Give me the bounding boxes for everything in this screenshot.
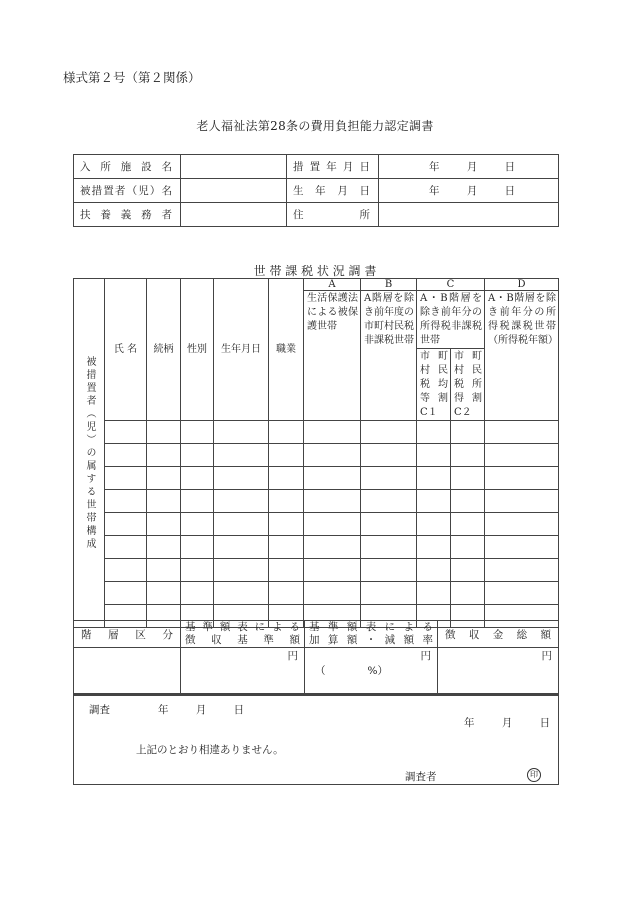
cell[interactable]: [269, 421, 304, 444]
cell[interactable]: [485, 444, 559, 467]
col-a-desc: 生活保護法による被保護世帯: [304, 291, 361, 421]
cell[interactable]: [105, 444, 147, 467]
cell[interactable]: [485, 536, 559, 559]
cell[interactable]: [417, 582, 451, 605]
base-amount-label: [181, 621, 305, 648]
cell[interactable]: [417, 421, 451, 444]
cell[interactable]: [269, 582, 304, 605]
col-sex: 性別: [181, 279, 214, 421]
cell[interactable]: [147, 490, 181, 513]
total-label: 徴収金総額: [438, 621, 559, 648]
document-title: 老人福祉法第28条の費用負担能力認定調書: [196, 119, 434, 133]
cell[interactable]: [214, 467, 269, 490]
col-relation: 続柄: [147, 279, 181, 421]
total-field[interactable]: 円: [438, 648, 559, 694]
cell[interactable]: [269, 513, 304, 536]
cell[interactable]: [147, 421, 181, 444]
cell[interactable]: [214, 421, 269, 444]
cell[interactable]: [181, 490, 214, 513]
col-c2-desc: 市町村民税所得割 C２: [451, 349, 485, 421]
cell[interactable]: [181, 582, 214, 605]
cell[interactable]: [485, 490, 559, 513]
supporter-label: 扶養義務者: [74, 203, 181, 227]
cell[interactable]: [451, 559, 485, 582]
add-rate-label: [305, 621, 438, 648]
survey-date[interactable]: 年 月 日: [158, 704, 245, 716]
cell[interactable]: [361, 536, 417, 559]
cell[interactable]: [417, 559, 451, 582]
cell[interactable]: [105, 421, 147, 444]
cell[interactable]: [451, 536, 485, 559]
cell[interactable]: [485, 421, 559, 444]
cell[interactable]: [181, 513, 214, 536]
cell[interactable]: [485, 467, 559, 490]
statement-text: 上記のとおり相違ありません。: [136, 744, 284, 756]
cell[interactable]: [451, 490, 485, 513]
birth-date-field[interactable]: 年 月 日: [379, 179, 559, 203]
cell[interactable]: [105, 536, 147, 559]
tier-label: 階層区分: [74, 621, 181, 648]
admit-facility-label: 入所施設名: [74, 155, 181, 179]
cell[interactable]: [417, 444, 451, 467]
percent-unit: （ %）: [315, 665, 388, 677]
cell[interactable]: [214, 559, 269, 582]
survey-title: 世 帯 課 税 状 況 調 書: [253, 264, 377, 278]
cell[interactable]: [105, 582, 147, 605]
cell[interactable]: [417, 467, 451, 490]
seal-icon: 印: [527, 768, 541, 782]
cell[interactable]: [269, 536, 304, 559]
add-rate-top: 基準額表による: [309, 621, 433, 633]
cell[interactable]: [361, 559, 417, 582]
cell[interactable]: [147, 536, 181, 559]
col-c-letter: C: [417, 279, 485, 291]
birth-date-label: 生年月日: [287, 179, 379, 203]
cell[interactable]: [147, 467, 181, 490]
cell[interactable]: [181, 421, 214, 444]
cell[interactable]: [304, 559, 361, 582]
measure-date-label: 措置年月日: [287, 155, 379, 179]
supporter-field[interactable]: [181, 203, 287, 227]
cell[interactable]: [304, 490, 361, 513]
cell[interactable]: [214, 444, 269, 467]
tier-field[interactable]: [74, 648, 181, 694]
confirmation-box: [73, 694, 559, 785]
cell[interactable]: [485, 582, 559, 605]
person-name-field[interactable]: [181, 179, 287, 203]
cell[interactable]: [269, 559, 304, 582]
cell[interactable]: [304, 513, 361, 536]
address-field[interactable]: [379, 203, 559, 227]
cell[interactable]: [451, 444, 485, 467]
add-rate-field[interactable]: [305, 648, 438, 694]
cell[interactable]: [361, 467, 417, 490]
cell[interactable]: [304, 444, 361, 467]
cell[interactable]: [361, 490, 417, 513]
cell[interactable]: [417, 513, 451, 536]
info-table: [73, 154, 559, 227]
cell[interactable]: [417, 490, 451, 513]
col-c1-desc: 市町村民税均等割 C１: [417, 349, 451, 421]
col-d-desc: A・B階層を除き前年分の所得税課税世帯（所得税年額）: [485, 291, 559, 421]
cell[interactable]: [214, 490, 269, 513]
cell[interactable]: [269, 444, 304, 467]
cell[interactable]: [147, 513, 181, 536]
col-d-letter: D: [485, 279, 559, 291]
cell[interactable]: [451, 513, 485, 536]
base-amount-bottom: 徴収基準額: [185, 634, 300, 646]
cell[interactable]: [361, 444, 417, 467]
cell[interactable]: [485, 513, 559, 536]
survey-label: 調査: [89, 704, 110, 716]
admit-facility-field[interactable]: [181, 155, 287, 179]
col-b-letter: B: [361, 279, 417, 291]
survey-table: [73, 278, 559, 628]
cell[interactable]: [105, 490, 147, 513]
col-name: 氏 名: [105, 279, 147, 421]
person-name-label: 被措置者（児）名: [74, 179, 181, 203]
statement-date[interactable]: 年 月 日: [464, 717, 551, 729]
address-label: 住所: [287, 203, 379, 227]
add-yen-unit: 円: [420, 650, 431, 662]
cell[interactable]: [304, 467, 361, 490]
cell[interactable]: [485, 559, 559, 582]
col-b-desc: A階層を除き前年度の市町村民税非課税世帯: [361, 291, 417, 421]
cell[interactable]: [181, 467, 214, 490]
cell[interactable]: [105, 513, 147, 536]
cell[interactable]: [361, 421, 417, 444]
cell[interactable]: [451, 467, 485, 490]
cell[interactable]: [304, 421, 361, 444]
cell[interactable]: [105, 559, 147, 582]
calc-table: [73, 620, 559, 694]
base-amount-field[interactable]: 円: [181, 648, 305, 694]
cell[interactable]: [105, 467, 147, 490]
cell[interactable]: [214, 582, 269, 605]
cell[interactable]: [451, 421, 485, 444]
add-rate-bottom: 加算額・減額率: [309, 634, 433, 646]
cell[interactable]: [361, 582, 417, 605]
cell[interactable]: [181, 536, 214, 559]
cell[interactable]: [269, 467, 304, 490]
base-amount-top: 基準額表による: [185, 621, 300, 633]
cell[interactable]: [181, 444, 214, 467]
cell[interactable]: [147, 582, 181, 605]
cell[interactable]: [147, 559, 181, 582]
col-a-letter: A: [304, 279, 361, 291]
cell[interactable]: [361, 513, 417, 536]
col-job: 職業: [269, 279, 304, 421]
cell[interactable]: [304, 536, 361, 559]
cell[interactable]: [417, 536, 451, 559]
cell[interactable]: [147, 444, 181, 467]
col-c-desc: A・B階層を除き前年分の所得税非課税世帯: [417, 291, 485, 349]
household-side-label: 被措置者（児）の属する世帯構成: [74, 279, 105, 628]
cell[interactable]: [304, 582, 361, 605]
measure-date-field[interactable]: 年 月 日: [379, 155, 559, 179]
cell[interactable]: [214, 513, 269, 536]
col-birth: 生年月日: [214, 279, 269, 421]
cell[interactable]: [269, 490, 304, 513]
cell[interactable]: [214, 536, 269, 559]
cell[interactable]: [181, 559, 214, 582]
surveyor-label: 調査者: [405, 771, 437, 783]
cell[interactable]: [451, 582, 485, 605]
form-number: 様式第２号（第２関係）: [63, 70, 201, 85]
